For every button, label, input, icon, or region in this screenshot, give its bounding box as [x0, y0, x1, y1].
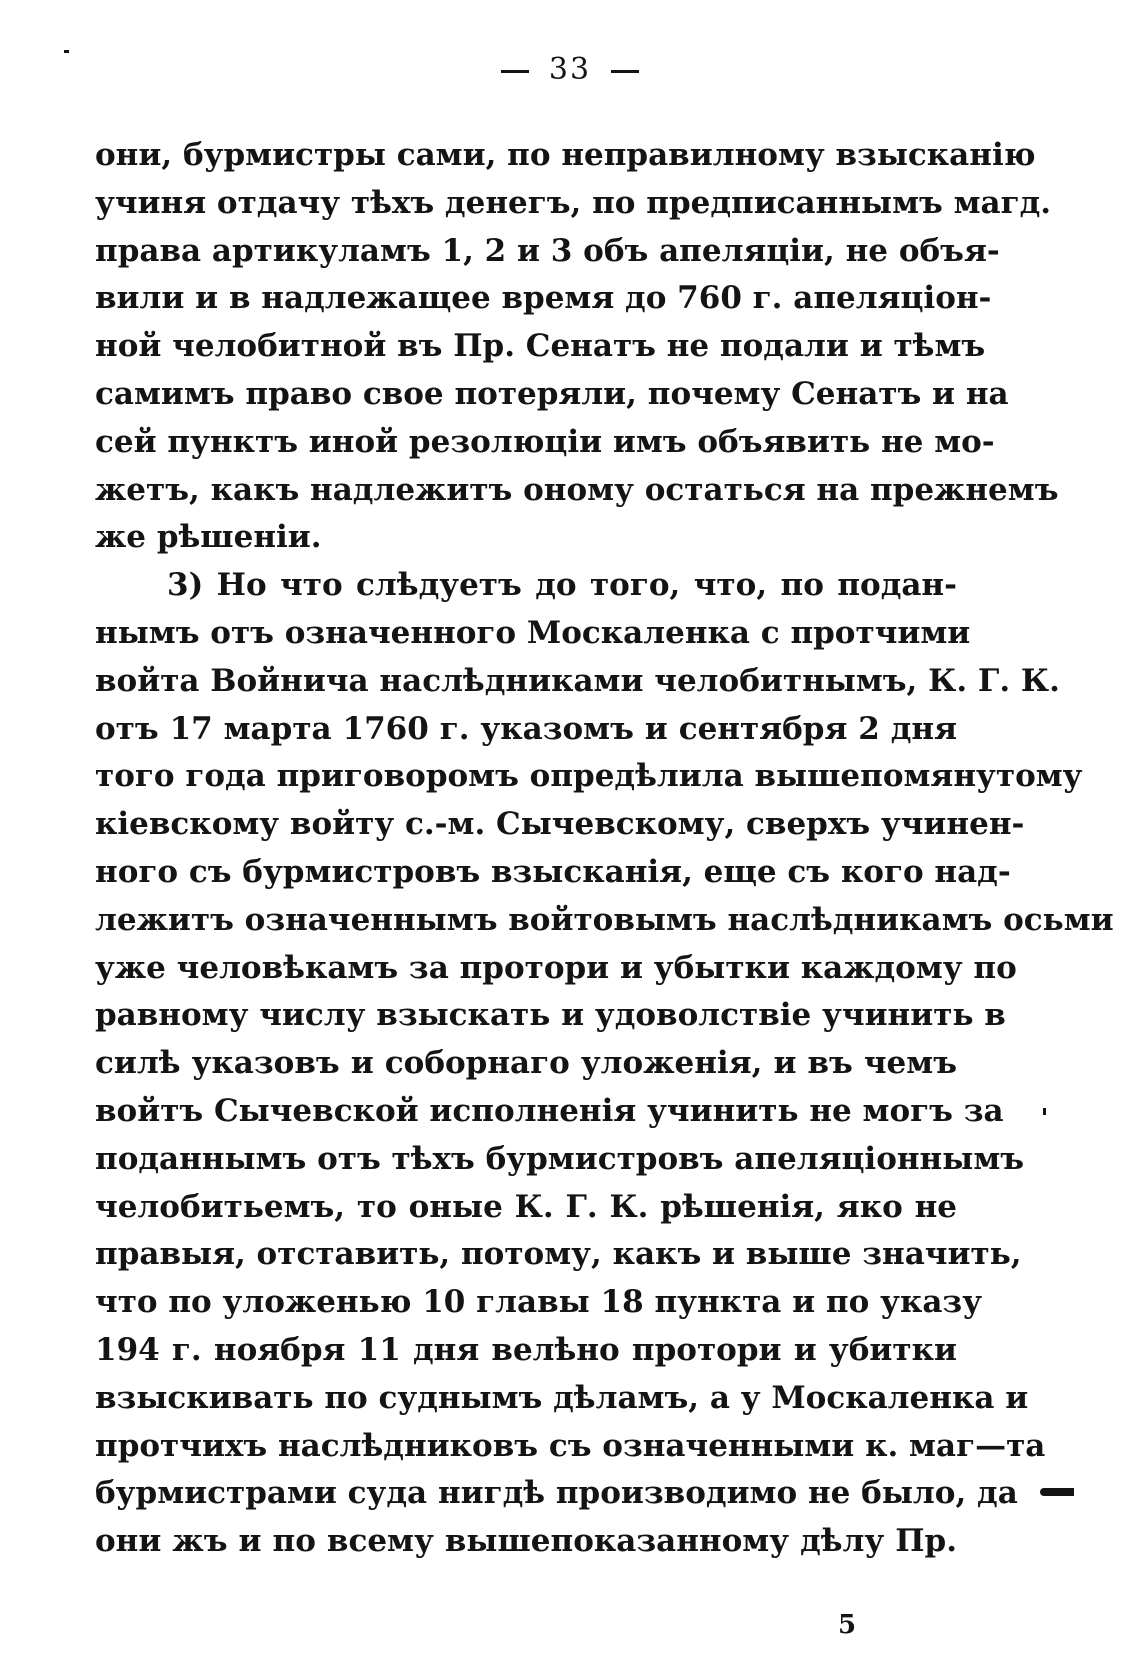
text-line: поданнымъ отъ тѣхъ бурмистровъ апеляціоннымъ: [95, 1140, 1025, 1177]
text-line: жетъ, какъ надлежитъ оному остаться на прежнемъ: [95, 471, 1059, 508]
text-line: 3) Но что слѣдуетъ до того, что, по подан-: [167, 567, 957, 604]
text-line: отъ 17 марта 1760 г. указомъ и сентября 2 дня: [95, 710, 957, 747]
text-line: сей пунктъ иной резолюціи имъ объявить не мо-: [95, 423, 995, 460]
scan-margin-mark: [1040, 1488, 1074, 1496]
text-line: протчихъ наслѣдниковъ съ означенными к. маг—та: [95, 1427, 1046, 1464]
text-line: силѣ указовъ и соборнаго уложенія, и въ чемъ: [95, 1045, 957, 1082]
page-number: 33: [548, 52, 592, 87]
text-line: правыя, отставить, потому, какъ и выше значить,: [95, 1236, 1022, 1273]
page-body-text: [95, 132, 1114, 1566]
text-line: равному числу взыскать и удоволствіе учинить в: [95, 997, 1006, 1034]
text-line: войтъ Сычевской исполненія учинить не могъ за: [95, 1092, 1004, 1129]
page-header: [0, 52, 1140, 87]
header-right-dash: [611, 70, 639, 73]
text-line: кіевскому войту с.-м. Сычевскому, сверхъ учинен-: [95, 806, 1025, 843]
text-line: вили и в надлежащее время до 760 г. апеляціон-: [95, 280, 992, 317]
text-line: же рѣшеніи.: [95, 519, 322, 556]
text-line: ной челобитной въ Пр. Сенатъ не подали и тѣмъ: [95, 328, 986, 365]
header-left-dash: [501, 70, 529, 73]
text-line: они, бурмистры сами, по неправилному взысканію: [95, 137, 1036, 173]
text-line: самимъ право свое потеряли, почему Сенатъ и на: [95, 375, 1009, 412]
scan-speck: [64, 50, 69, 53]
paragraph-2: [95, 562, 1114, 1566]
text-line: ного съ бурмистровъ взысканія, еще съ кого над-: [95, 853, 1011, 890]
text-line: учиня отдачу тѣхъ денегъ, по предписаннымъ магд.: [95, 184, 1052, 221]
printer-signature-mark: 5: [838, 1610, 857, 1640]
text-line: челобитьемъ, то оные К. Г. К. рѣшенія, яко не: [95, 1188, 957, 1225]
paragraph-1: [95, 132, 1059, 562]
text-line: взыскивать по суднымъ дѣламъ, а у Москаленка и: [95, 1379, 1029, 1416]
text-line: войта Войнича наслѣдниками челобитнымъ, К. Г. К.: [95, 662, 1060, 699]
text-line: того года приговоромъ опредѣлила вышепомянутому: [95, 758, 1083, 795]
text-line: уже человѣкамъ за протори и убытки каждому по: [95, 949, 1017, 986]
text-line: 194 г. ноября 11 дня велѣно протори и убитки: [95, 1331, 957, 1368]
text-line: они жъ и по всему вышепоказанному дѣлу Пр.: [95, 1523, 957, 1560]
scan-speck: [1043, 1108, 1046, 1115]
text-line: что по уложенью 10 главы 18 пункта и по указу: [95, 1284, 983, 1321]
text-line: лежитъ означеннымъ войтовымъ наслѣдникамъ осьми: [95, 901, 1114, 938]
text-line: бурмистрами суда нигдѣ производимо не было, да: [95, 1475, 1018, 1512]
text-line: нымъ отъ означенного Москаленка с протчими: [95, 614, 971, 651]
text-line: права артикуламъ 1, 2 и 3 объ апеляціи, не объя-: [95, 232, 1000, 269]
